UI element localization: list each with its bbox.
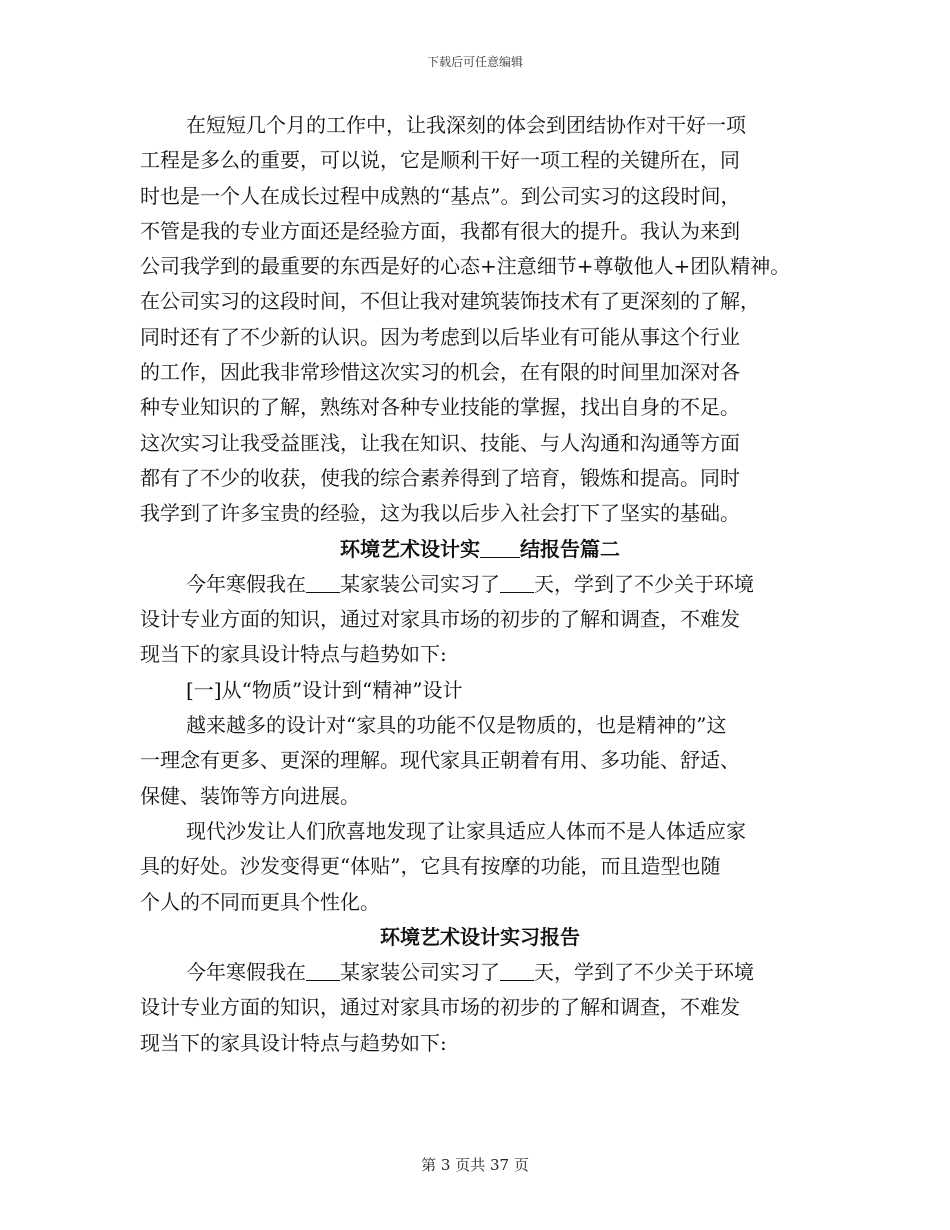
fill-blank [500,574,534,593]
paragraph-line: 不管是我的专业方面还是经验方面，我都有很大的提升。我认为来到 [140,218,740,243]
paragraph-line: 具的好处。沙发变得更“体贴”，它具有按摩的功能，而且造型也随 [140,854,721,879]
subheading: [一]从“物质”设计到“精神”设计 [186,677,463,702]
paragraph-line: 的工作，因此我非常珍惜这次实习的机会，在有限的时间里加深对各 [140,360,740,385]
fill-blank [306,574,340,593]
paragraph-line: 现当下的家具设计特点与趋势如下: [140,1030,447,1055]
paragraph-line: 这次实习让我受益匪浅，让我在知识、技能、与人沟通和沟通等方面 [140,430,740,455]
paragraph-line [140,955,820,990]
header-note: 下载后可任意编辑 [426,55,523,69]
paragraph-line: 在短短几个月的工作中，让我深刻的体会到团结协作对干好一项 [186,113,746,137]
section-heading: 环境艺术设计实习报告 [380,924,580,949]
paragraph-line: 公司我学到的最重要的东西是好的心态+注意细节+尊敬他人+团队精神。 [140,254,791,279]
text-span: 某家装公司实习了 [340,571,500,596]
paragraph-line: 设计专业方面的知识，通过对家具市场的初步的了解和调查，不难发 [140,607,740,632]
paragraph-line: 同时还有了不少新的认识。因为考虑到以后毕业有可能从事这个行业 [140,324,740,349]
paragraph-line: 现代沙发让人们欣喜地发现了让家具适应人体而不是人体适应家 [186,818,746,843]
paragraph-line: 个人的不同而更具个性化。 [140,889,380,914]
text-span: 今年寒假我在 [186,571,306,596]
paragraph-line: 设计专业方面的知识，通过对家具市场的初步的了解和调查，不难发 [140,995,740,1020]
text-span: 今年寒假我在 [186,960,306,985]
text-span: 天，学到了不少关于环境 [534,571,754,596]
paragraph-line: 种专业知识的了解，熟练对各种专业技能的掌握，找出自身的不足。 [140,395,740,420]
section-heading [140,532,820,567]
fill-blank [500,962,534,981]
paragraph-line: 越来越多的设计对“家具的功能不仅是物质的，也是精神的”这 [186,713,727,738]
heading-text-after: 结报告篇二 [520,536,620,561]
paragraph-line [140,567,820,602]
paragraph-line: 在公司实习的这段时间，不但让我对建筑装饰技术有了更深刻的了解， [140,289,760,314]
paragraph-line: 工程是多么的重要，可以说，它是顺利干好一项工程的关键所在，同 [140,148,740,173]
document-body [140,108,820,1061]
paragraph-line: 都有了不少的收获，使我的综合素养得到了培育，锻炼和提高。同时 [140,465,740,490]
fill-blank [306,962,340,981]
paragraph-line: 现当下的家具设计特点与趋势如下: [140,642,447,667]
fill-blank [480,539,520,558]
text-span: 某家装公司实习了 [340,960,500,985]
paragraph-line: 保健、装饰等方向进展。 [140,783,360,808]
text-span: 天，学到了不少关于环境 [534,960,754,985]
paragraph-line: 时也是一个人在成长过程中成熟的“基点”。到公司实习的这段时间， [140,183,741,208]
paragraph-line: 我学到了许多宝贵的经验，这为我以后步入社会打下了坚实的基础。 [140,501,740,526]
paragraph-line: 一理念有更多、更深的理解。现代家具正朝着有用、多功能、舒适、 [140,748,740,773]
heading-text-before: 环境艺术设计实 [340,536,480,561]
page-number: 第 3 页共 37 页 [421,1156,529,1174]
